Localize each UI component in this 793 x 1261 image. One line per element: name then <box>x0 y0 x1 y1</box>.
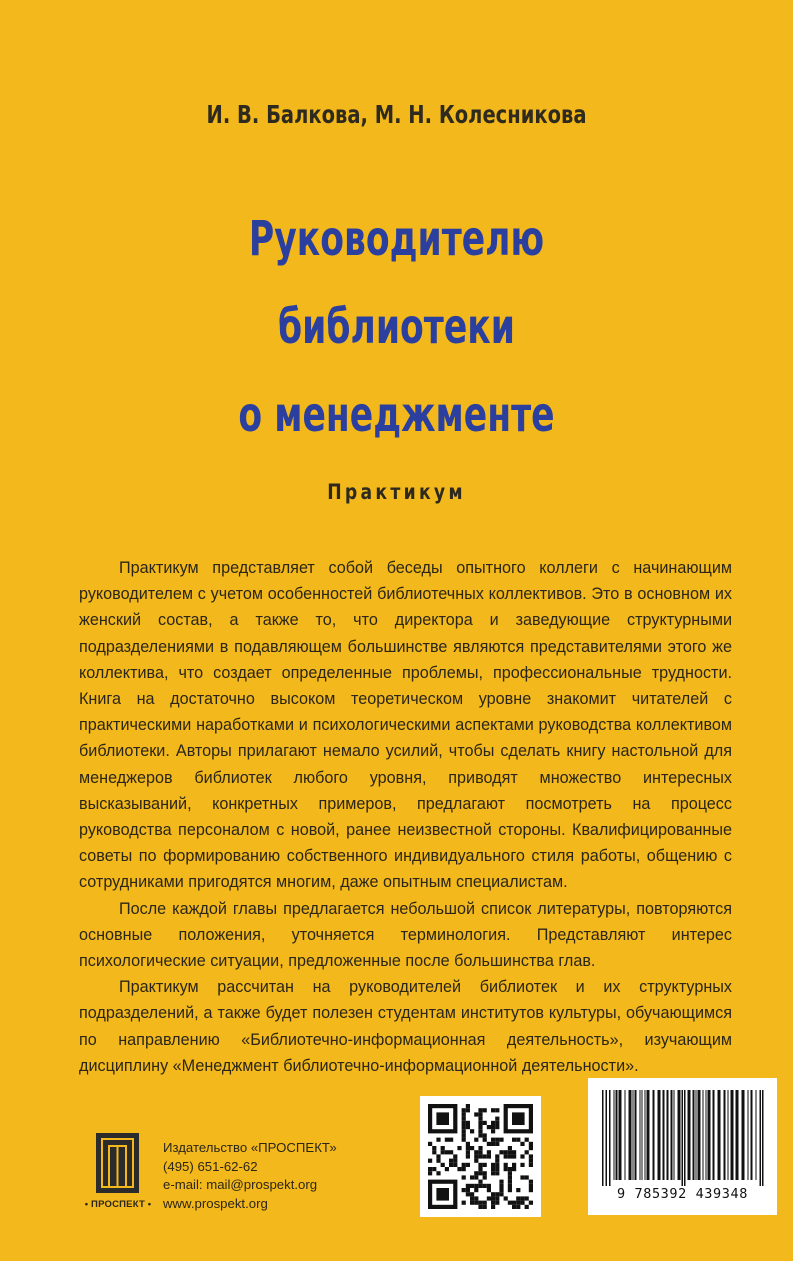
annotation <box>79 555 732 1079</box>
book-title <box>111 195 682 459</box>
publisher-phone: (495) 651-62-62 <box>163 1158 258 1174</box>
barcode <box>588 1078 777 1215</box>
qr-code-icon <box>420 1096 541 1217</box>
logo-caption: • ПРОСПЕКТ • <box>84 1199 152 1210</box>
title-line: Руководителю <box>248 211 545 267</box>
book-subtitle: Практикум <box>327 480 466 504</box>
title-line: о менеджменте <box>238 387 555 443</box>
publisher-name: Издательство «ПРОСПЕКТ» <box>163 1140 337 1155</box>
publisher-logo-icon <box>96 1133 139 1193</box>
authors: И. В. Балкова, М. Н. Колесникова <box>206 100 587 129</box>
annotation-paragraph: После каждой главы предлагается небольшой список литературы, повторяются основные положения, уточняется терминология. Представляют интерес психологические ситуации, предложенные после большинства глав. <box>79 899 732 971</box>
publisher-email: e-mail: mail@prospekt.org <box>163 1177 318 1193</box>
publisher-website: www.prospekt.org <box>163 1195 268 1211</box>
publisher-info <box>163 1139 337 1213</box>
publisher-logo <box>84 1133 151 1218</box>
barcode-number: 9 785392 439348 <box>617 1186 748 1202</box>
annotation-paragraph: Практикум представляет собой беседы опытного коллеги с начинающим руководителем с учетом особенностей библиотечных коллективов. Это в основном их женский состав, а также то, что директора и заведующие структурными подразделениями в подавляющем большинстве являются представителями этого же коллектива, что создает определенные проблемы, профессиональные трудности. Книга на достаточно высоком теоретическом уровне знакомит читателей с практическими наработками и психологическими аспектами руководства коллективом библиотеки. Авторы прилагают немало усилий, чтобы сделать книгу настольной для менеджеров библиотек любого уровня, приводят множество интересных высказываний, конкретных примеров, предлагают посмотреть на процесс руководства персоналом с новой, ранее неизвестной стороны. Квалифицированные советы по формированию собственного индивидуального стиля работы, общению с сотрудниками пригодятся многим, даже опытным специалистам. <box>79 559 732 892</box>
title-line: библиотеки <box>278 299 515 355</box>
annotation-paragraph: Практикум рассчитан на руководителей библиотек и их структурных подразделений, а также будет полезен студентам институтов культуры, обучающимся по направлению «Библиотечно-информационная деятельность», изучающим дисциплину «Менеджмент библиотечно-информационной деятельности». <box>79 978 732 1075</box>
